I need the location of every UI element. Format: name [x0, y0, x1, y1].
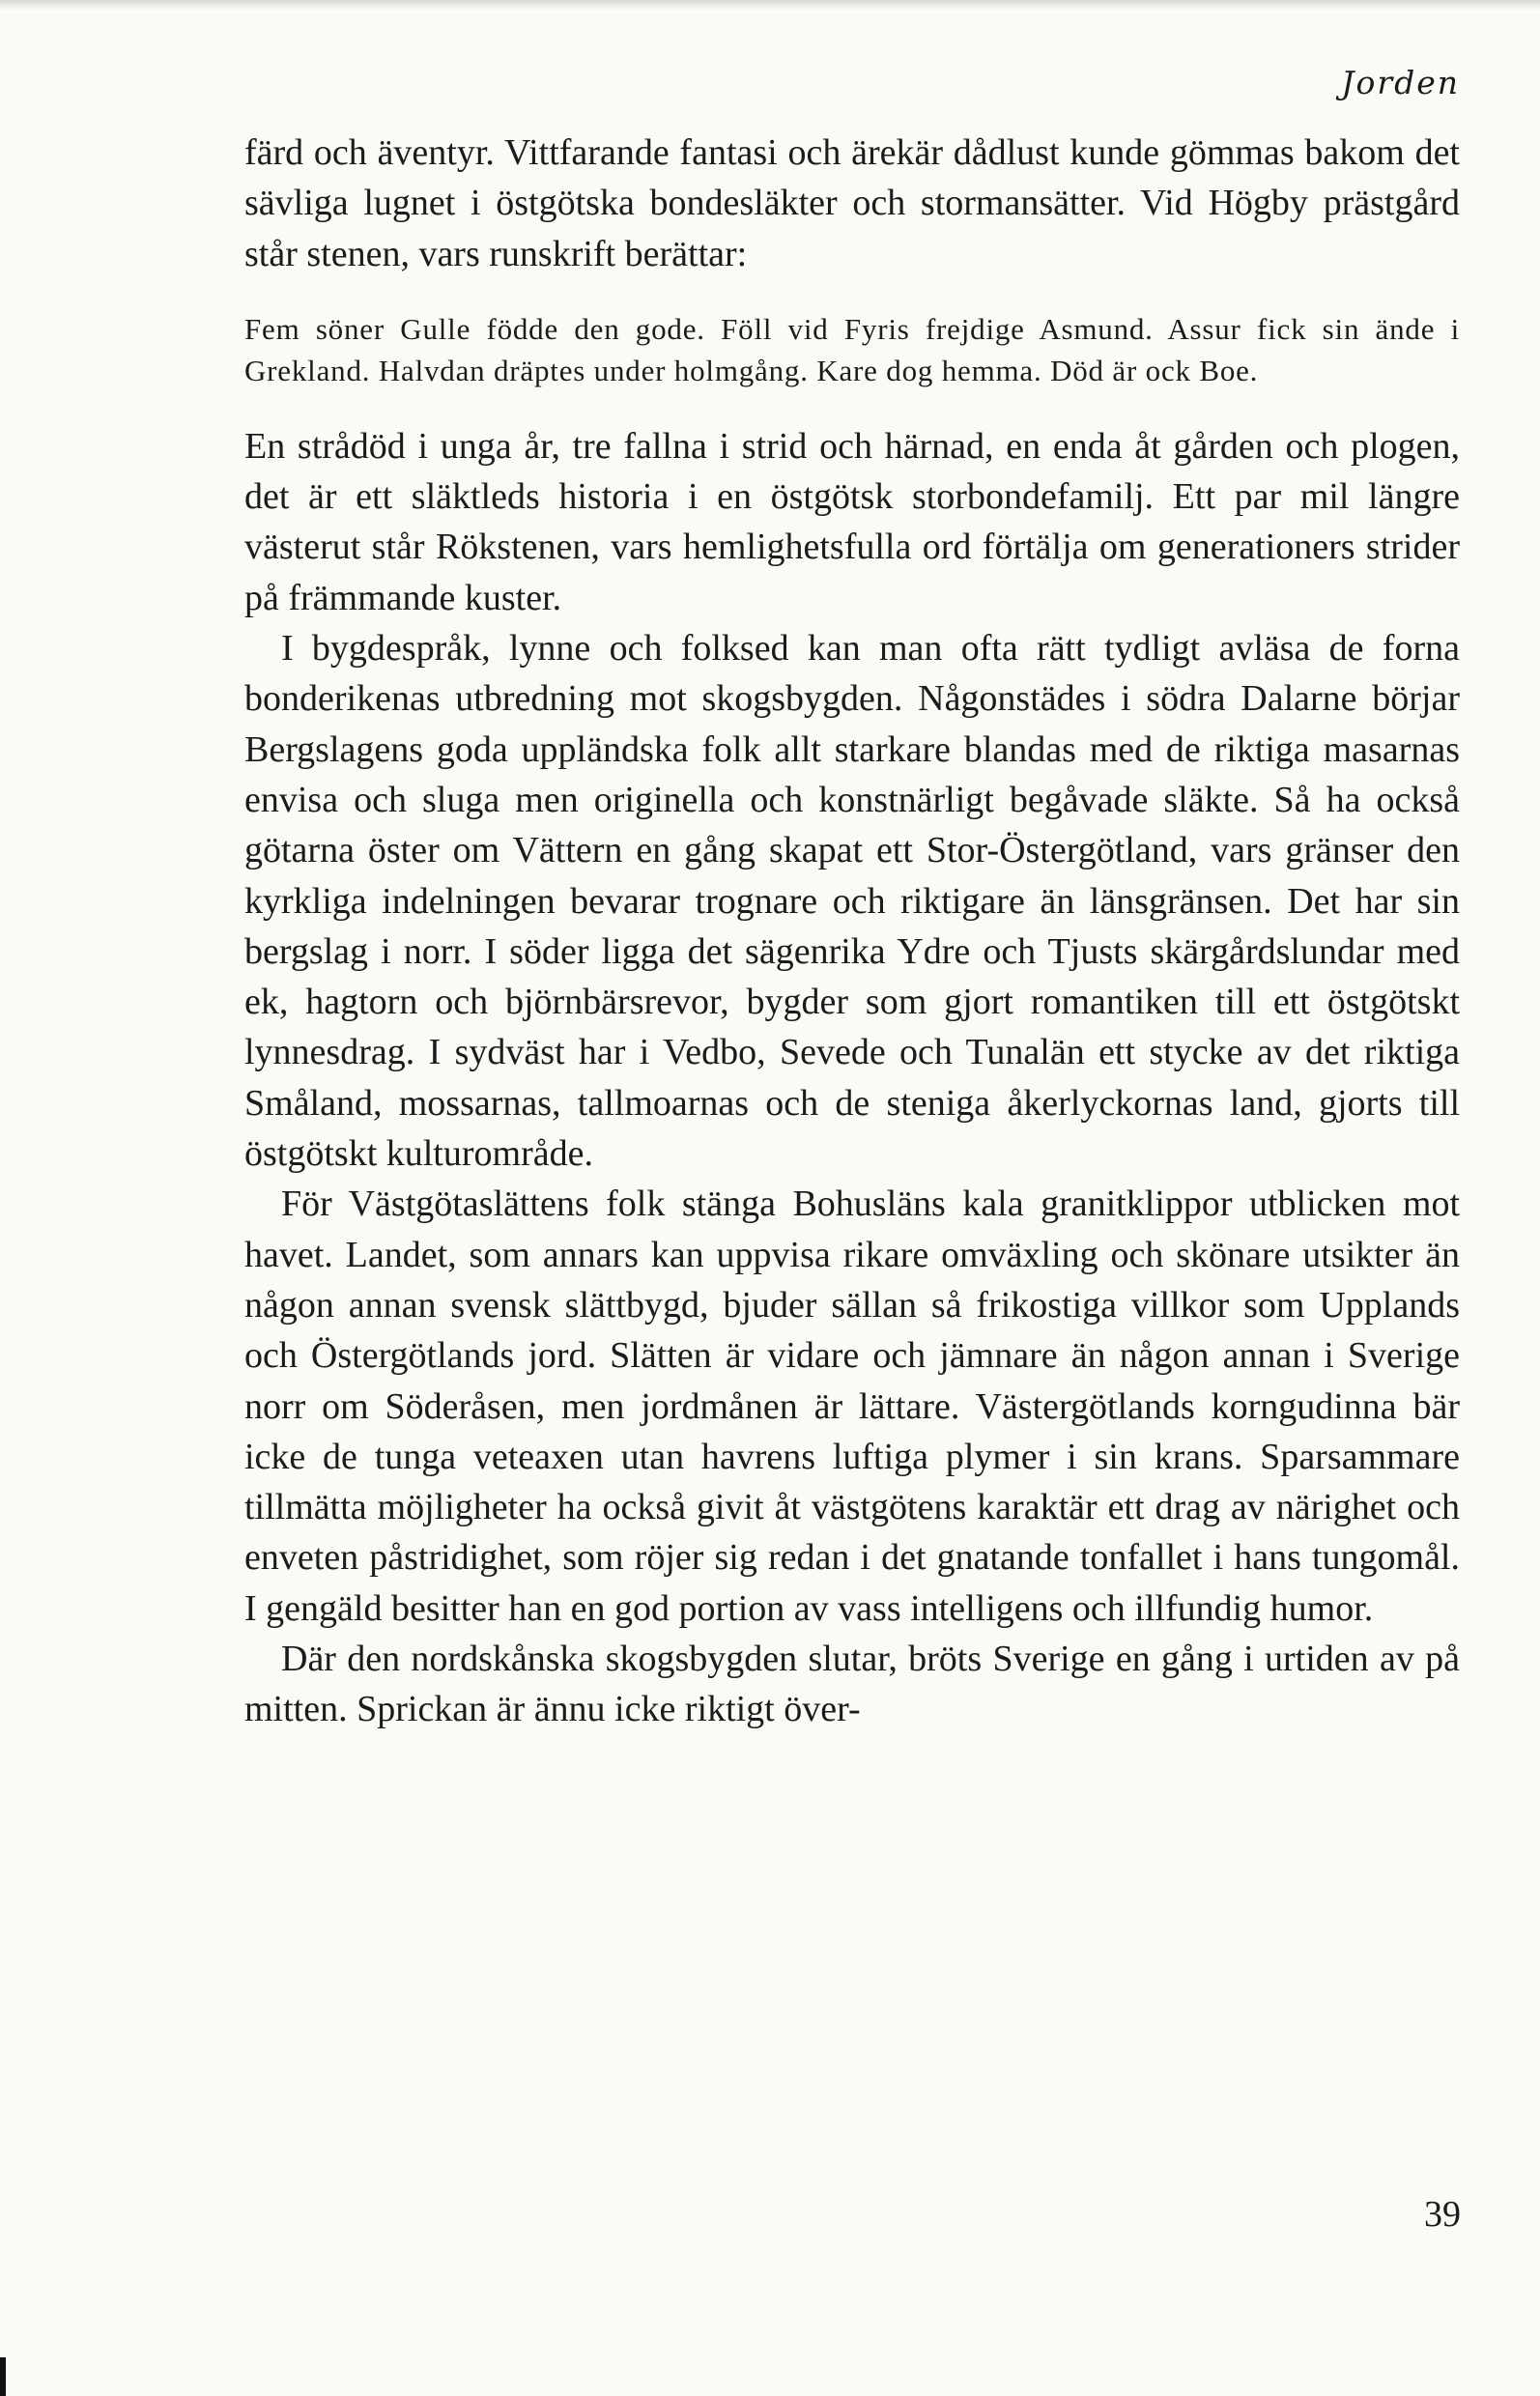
paragraph: Där den nordskånska skogsbygden slutar, bröts Sverige en gång i urtiden av på mitten. Sprickan är ännu icke riktigt över-: [244, 1639, 1460, 1730]
paragraph: färd och äventyr. Vittfarande fantasi och ärekär dådlust kunde gömmas bakom det sävliga lugnet i östgötska bondesläkter och stormansätter. Vid Högby prästgård står stenen, vars runskrift berättar:: [244, 132, 1460, 274]
paragraph: En strådöd i unga år, tre fallna i strid och härnad, en enda åt gården och plogen, det är ett släktleds historia i en östgötsk storbondefamilj. Ett par mil längre västerut står Rökstenen, vars hemlighetsfulla ord förtälja om generationers strider på främmande kuster.: [244, 425, 1460, 618]
runic-inscription-quote: Fem söner Gulle födde den gode. Föll vid Fyris frejdige Asmund. Assur fick sin ände i Grekland. Halvdan dräptes under holmgång. Kare dog hemma. Död är ock Boe.: [244, 311, 1460, 388]
paragraph: I bygdespråk, lynne och folksed kan man ofta rätt tydligt avläsa de forna bonderikenas utbredning mot skogsbygden. Någonstädes i södra Dalarne börjar Bergslagens goda uppländska folk allt starkare blandas med de riktiga masarnas envisa och sluga men originella och konstnärligt begåvade släkte. Så ha också götarna öster om Vättern en gång skapat ett Stor-Östergötland, vars gränser den kyrkliga indelningen bevarar trognare och riktigare än länsgränsen. Det har sin bergslag i norr. I söder ligga det sägenrika Ydre och Tjusts skärgårdslundar med ek, hagtorn och björnbärsrevor, bygder som gjort romantiken till ett östgötskt lynnesdrag. I sydväst har i Vedbo, Sevede och Tunalän ett stycke av det riktiga Småland, mossarnas, tallmoarnas och de steniga åkerlyckornas land, gjorts till östgötskt kulturområde.: [244, 628, 1460, 1175]
body-text: [244, 128, 1460, 1735]
scan-edge-shadow: [0, 0, 1540, 10]
running-header: Jorden: [1341, 64, 1460, 101]
paragraph: För Västgötaslättens folk stänga Bohusläns kala granitklippor utblicken mot havet. Landet, som annars kan uppvisa rikare omväxling och skönare utsikter än någon annan svensk slättbygd, bjuder sällan så frikostiga villkor som Upplands och Östergötlands jord. Slätten är vidare och jämnare än någon annan i Sverige norr om Söderåsen, men jordmånen är lättare. Västergötlands korngudinna bär icke de tunga veteaxen utan havrens luftiga plymer i sin krans. Sparsammare tillmätta möjligheter ha också givit åt västgötens karaktär ett drag av närighet och enveten påstridighet, som röjer sig redan i det gnatande tonfallet i hans tungomål. I gengäld besitter han en god portion av vass intelligens och illfundig humor.: [244, 1184, 1460, 1629]
scan-edge-mark: [0, 2357, 6, 2396]
page-number: 39: [1424, 2194, 1461, 2235]
